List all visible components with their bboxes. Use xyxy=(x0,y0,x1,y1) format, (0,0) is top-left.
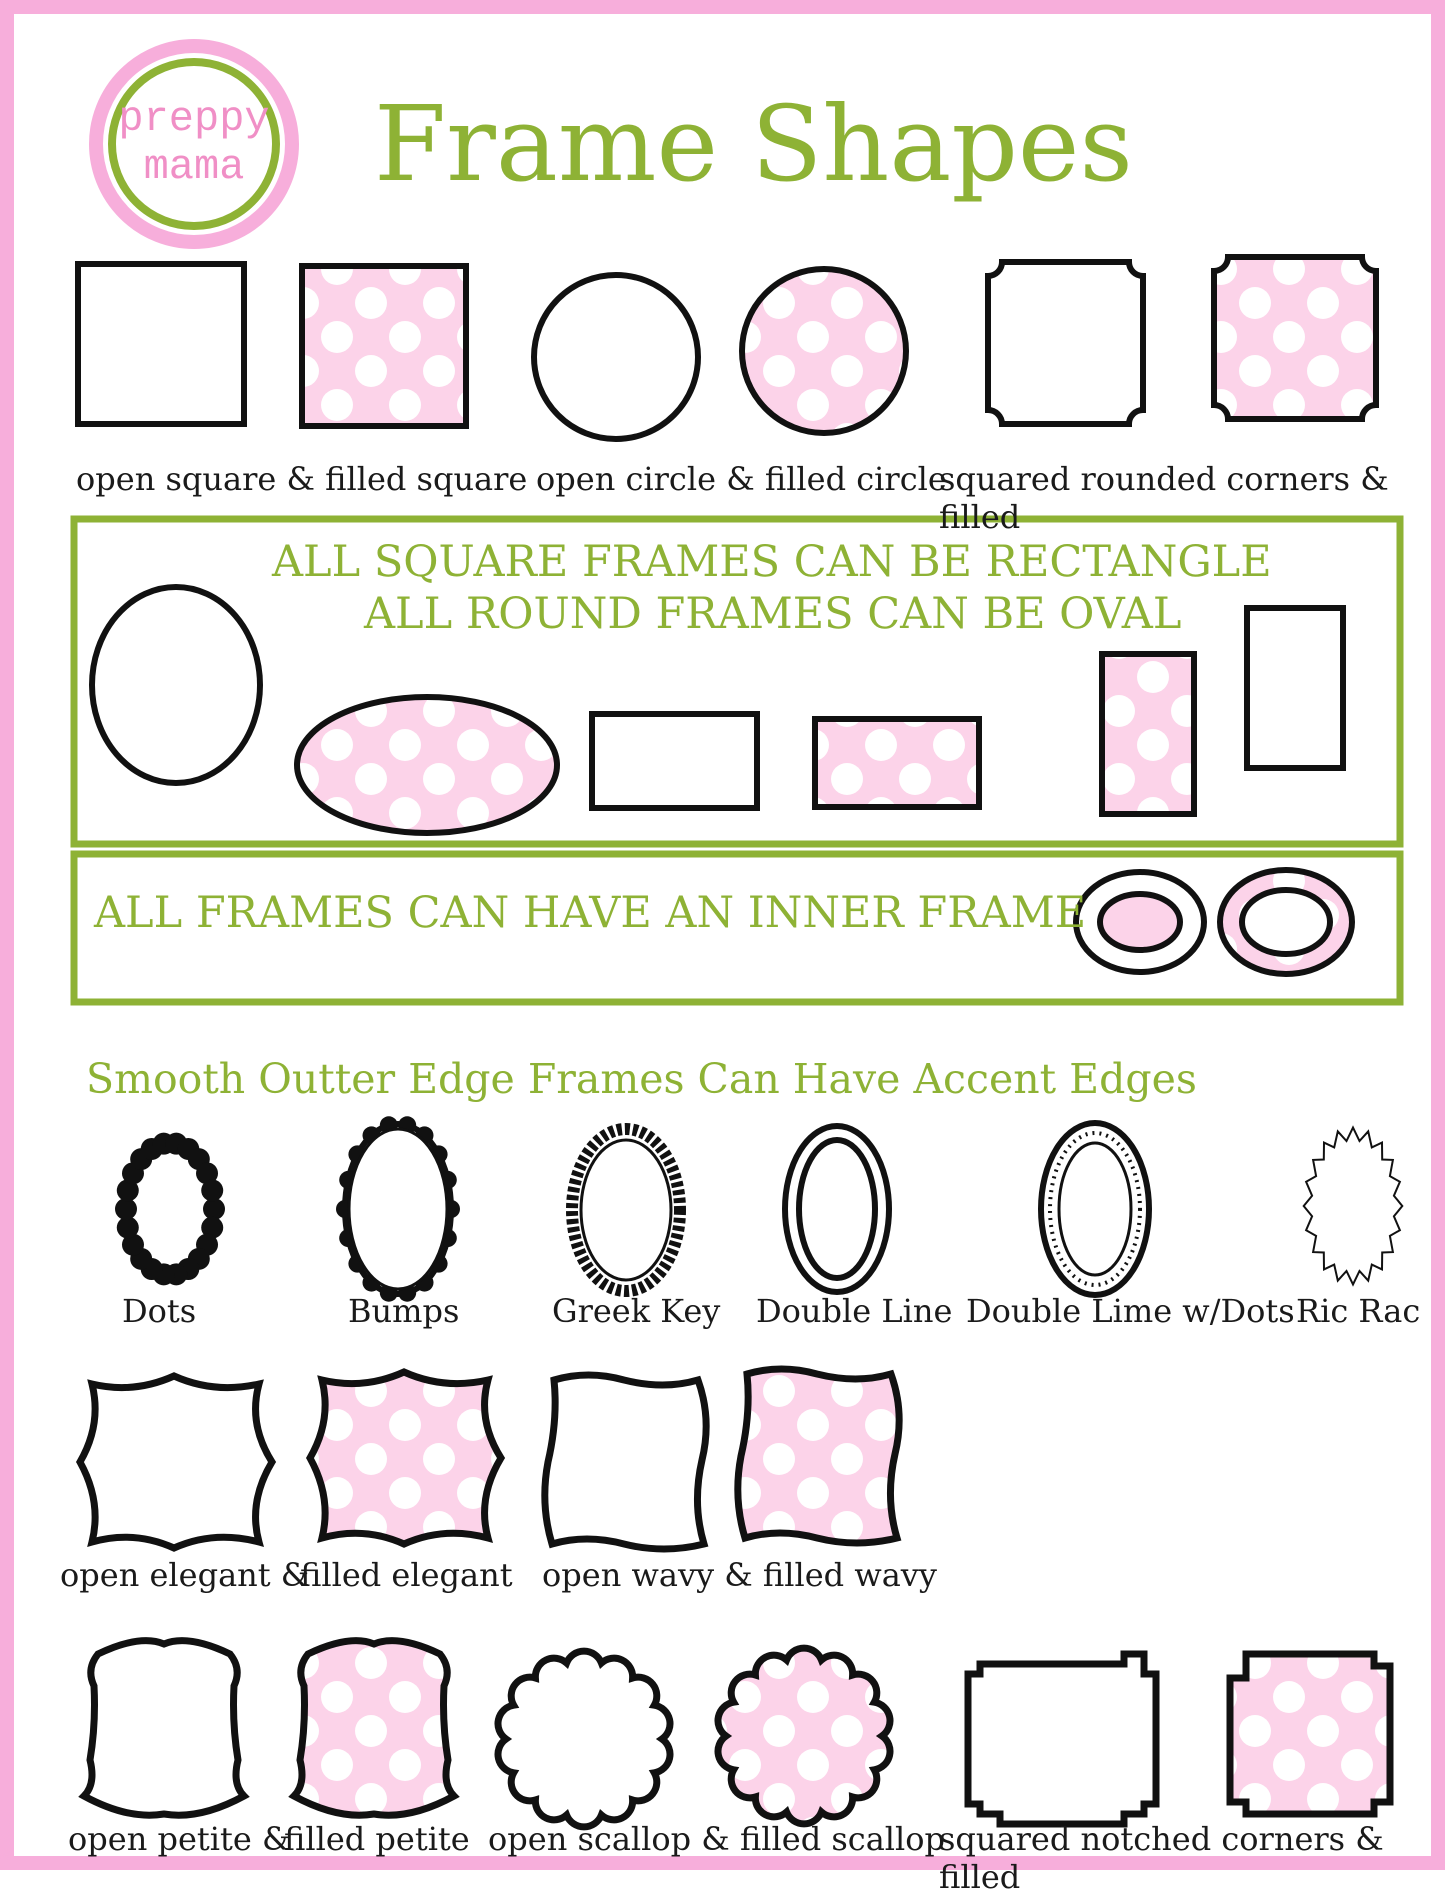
label-greek-key: Greek Key xyxy=(552,1292,721,1330)
open-square-frame xyxy=(78,264,244,424)
caption-open-petite: open petite & xyxy=(68,1820,291,1858)
open-squared-notched-corners-frame xyxy=(968,1654,1156,1824)
filled-circle-frame xyxy=(742,269,906,433)
caption-rounded-corners: squared rounded corners & filled xyxy=(939,460,1389,536)
accent-edges-heading: Smooth Outter Edge Frames Can Have Accent Edges xyxy=(86,1055,1197,1103)
caption-open-elegant: open elegant & xyxy=(60,1556,310,1594)
open-rectangle-frame xyxy=(592,714,757,808)
open-tall-rectangle-frame xyxy=(1247,608,1343,768)
caption-scallop: open scallop & filled scallop xyxy=(488,1820,945,1858)
open-elegant-frame xyxy=(80,1376,272,1548)
ric-rac-accent-frame xyxy=(1304,1128,1403,1285)
filled-squared-notched-corners-frame xyxy=(1230,1654,1390,1814)
logo-text-line2: mama xyxy=(143,143,245,191)
open-squared-rounded-corners-frame xyxy=(988,262,1143,424)
bumps-accent-frame xyxy=(336,1116,460,1301)
double-line-dots-accent-frame xyxy=(1041,1123,1149,1295)
greek-key-accent-frame xyxy=(572,1129,680,1291)
filled-tall-rectangle-frame xyxy=(1102,654,1194,814)
banner-line-inner-frame: ALL FRAMES CAN HAVE AN INNER FRAME xyxy=(94,888,1087,938)
filled-squared-rounded-corners-frame xyxy=(1214,257,1376,419)
open-oval-frame xyxy=(92,587,260,783)
inner-frame-example-2 xyxy=(1220,870,1352,974)
logo-text-line1: preppy xyxy=(118,95,270,143)
label-double-line: Double Line xyxy=(756,1292,953,1330)
open-circle-frame xyxy=(534,275,698,439)
caption-notched-corners: squared notched corners & filled xyxy=(939,1820,1384,1896)
dots-accent-frame xyxy=(115,1133,225,1286)
filled-elegant-frame xyxy=(310,1372,501,1544)
caption-filled-petite: filled petite xyxy=(284,1820,470,1858)
filled-wavy-frame xyxy=(738,1369,899,1543)
caption-filled-elegant: filled elegant xyxy=(300,1556,513,1594)
caption-circle: open circle & filled circle xyxy=(536,460,947,498)
double-line-accent-frame xyxy=(785,1126,889,1292)
frame-artwork xyxy=(14,14,1445,1884)
open-petite-frame xyxy=(84,1641,244,1816)
filled-square-frame xyxy=(302,266,466,426)
banner-line-rectangle: ALL SQUARE FRAMES CAN BE RECTANGLE xyxy=(272,537,1272,587)
filled-petite-frame xyxy=(294,1641,454,1816)
caption-square: open square & filled square xyxy=(76,460,528,498)
open-scallop-frame xyxy=(498,1651,670,1827)
filled-oval-frame xyxy=(297,697,557,833)
caption-wavy: open wavy & filled wavy xyxy=(542,1556,937,1594)
open-wavy-frame xyxy=(545,1375,706,1549)
page-title: Frame Shapes xyxy=(374,83,1133,205)
filled-scallop-frame xyxy=(718,1648,890,1824)
label-bumps: Bumps xyxy=(348,1292,460,1330)
inner-frame-example-1 xyxy=(1076,872,1204,972)
label-double-line-dots: Double Lime w/Dots xyxy=(966,1292,1295,1330)
label-dots: Dots xyxy=(122,1292,197,1330)
label-ric-rac: Ric Rac xyxy=(1296,1292,1421,1330)
filled-rectangle-frame xyxy=(815,719,979,807)
banner-line-oval: ALL ROUND FRAMES CAN BE OVAL xyxy=(364,589,1182,639)
